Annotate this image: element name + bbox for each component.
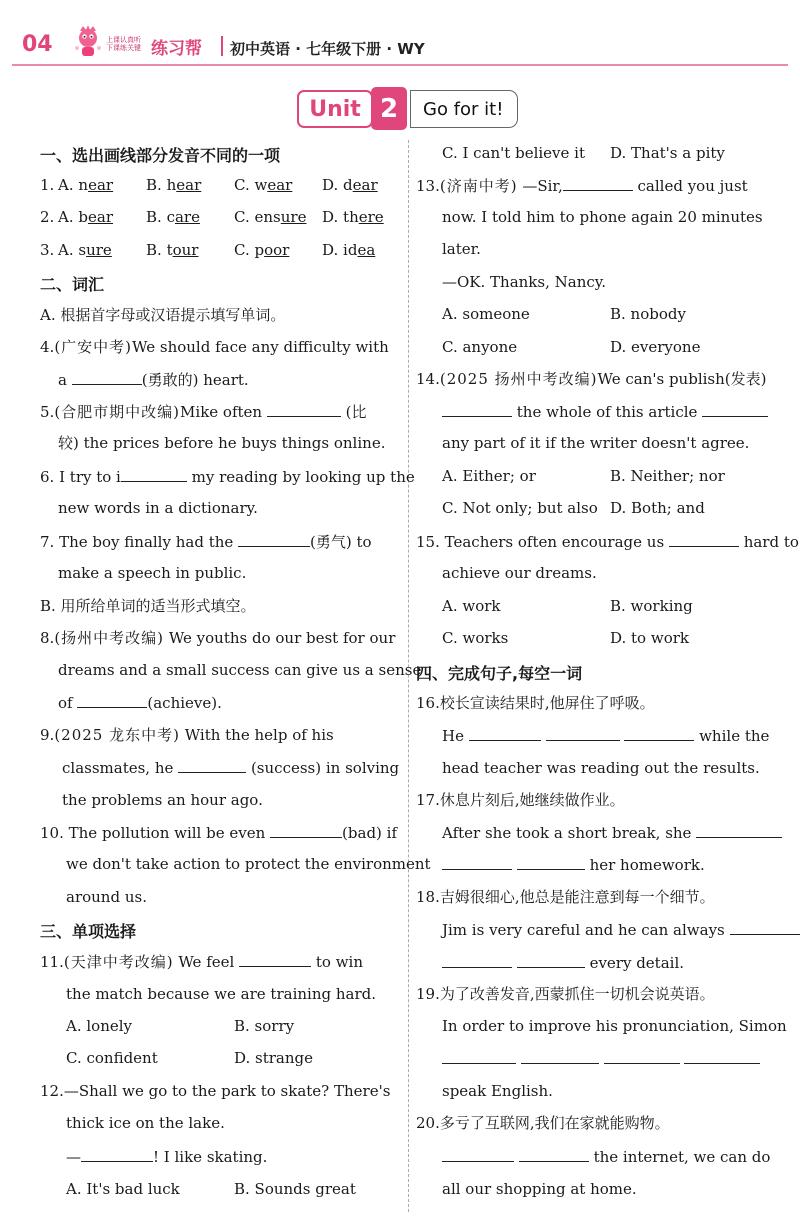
text-s3-q13-num: 13. bbox=[416, 177, 440, 195]
text-s1-q1-b-pre: h bbox=[166, 176, 177, 194]
header-rule bbox=[12, 64, 788, 66]
option-a[interactable]: A. Either; or bbox=[442, 467, 536, 485]
text-s3-q12-l2: thick ice on the lake. bbox=[66, 1114, 225, 1132]
text-s4-q20-l2: all our shopping at home. bbox=[442, 1180, 637, 1198]
text-run bbox=[416, 370, 766, 388]
text-s2-q9-l3: the problems an hour ago. bbox=[62, 791, 263, 809]
text-s4-q16-num: 16. bbox=[416, 694, 440, 712]
text-run bbox=[322, 241, 375, 259]
text-s4-q18-cn: 吉姆很细心,他总是能注意到每一个细节。 bbox=[439, 888, 715, 906]
text-run bbox=[442, 726, 769, 745]
text-s1-q2-d-pre: th bbox=[343, 208, 359, 226]
text-s4-q18-num: 18. bbox=[416, 888, 440, 906]
header-slogan bbox=[106, 36, 141, 52]
text-run bbox=[58, 208, 113, 226]
text-s2-q7-num: 7. bbox=[40, 533, 55, 551]
text-run bbox=[322, 208, 384, 226]
option-c[interactable]: C. I can't believe it bbox=[442, 144, 585, 162]
unit-label: Unit bbox=[297, 90, 373, 128]
option-c[interactable]: C. confident bbox=[66, 1049, 158, 1067]
brand-name: 练习帮 bbox=[151, 39, 202, 59]
text-s1-q3-b-letter: B. bbox=[146, 241, 162, 259]
text-s2-q8-src: (扬州中考改编) bbox=[54, 629, 165, 647]
text-s4-q17-cn: 休息片刻后,她继续做作业。 bbox=[439, 791, 625, 809]
text-s4-q16-l1a: He bbox=[442, 727, 464, 745]
text-s1-q2-c-letter: C. bbox=[234, 208, 250, 226]
text-s1-q3-c-pre: p bbox=[254, 241, 265, 259]
answer-blank[interactable] bbox=[77, 693, 147, 708]
answer-blank[interactable] bbox=[270, 823, 342, 838]
text-run bbox=[416, 888, 715, 906]
text-s4-q19-cn: 为了改善发音,西蒙抓住一切机会说英语。 bbox=[439, 985, 715, 1003]
answer-blank[interactable] bbox=[442, 953, 512, 968]
text-s2-q9-l2b: (success) in solving bbox=[250, 759, 400, 777]
text-s4-q20-l1b: the internet, we can do bbox=[593, 1148, 771, 1166]
text-run bbox=[416, 1114, 670, 1132]
option-b[interactable]: B. nobody bbox=[610, 305, 686, 323]
answer-blank[interactable] bbox=[519, 1147, 589, 1162]
text-s3-q15-l2: achieve our dreams. bbox=[442, 564, 597, 582]
text-run bbox=[58, 241, 112, 259]
text-s2-q8-l1: We youths do our best for our bbox=[168, 629, 396, 647]
text-s1-q2-c-pre: ens bbox=[254, 208, 281, 226]
text-s1-q3-c-letter: C. bbox=[234, 241, 250, 259]
text-s2-q4-src: (广安中考) bbox=[54, 338, 133, 356]
text-run bbox=[416, 532, 799, 551]
text-s2-q6-l1b: my reading by looking up the bbox=[191, 468, 415, 486]
page-header bbox=[0, 0, 800, 66]
answer-blank[interactable] bbox=[521, 1049, 599, 1064]
option-a[interactable]: A. lonely bbox=[66, 1017, 133, 1035]
section-heading-1: 一、选出画线部分发音不同的一项 bbox=[40, 146, 281, 165]
text-run bbox=[234, 176, 292, 194]
text-run bbox=[40, 952, 363, 971]
mascot-logo-icon bbox=[72, 24, 104, 58]
text-s2-q10-l1b: (bad) if bbox=[342, 824, 398, 842]
text-s1-q2-d-ul: ere bbox=[358, 208, 384, 226]
text-run bbox=[58, 693, 222, 712]
text-run bbox=[416, 176, 748, 195]
text-s3-q13-l1a: —Sir, bbox=[522, 177, 563, 195]
text-s3-q15-num: 15. bbox=[416, 533, 440, 551]
option-a[interactable]: A. work bbox=[442, 597, 501, 615]
answer-blank[interactable] bbox=[702, 402, 768, 417]
text-s1-q1-d-pre: d bbox=[343, 176, 353, 194]
answer-blank[interactable] bbox=[669, 532, 739, 547]
text-run bbox=[40, 823, 397, 842]
text-s2-q4-l1: We should face any difficulty with bbox=[132, 338, 389, 356]
text-run bbox=[234, 241, 289, 259]
text-s1-q2-a-pre: b bbox=[78, 208, 88, 226]
answer-blank[interactable] bbox=[730, 920, 800, 935]
text-s4-q19-l1: In order to improve his pronunciation, Simon bbox=[442, 1017, 787, 1035]
text-s2-q7-l1b: (勇气) to bbox=[310, 533, 372, 551]
text-s1-q3-b-ul: our bbox=[172, 241, 199, 259]
text-s1-q3-d-pre: id bbox=[343, 241, 358, 259]
text-s3-q11-l1b: to win bbox=[315, 953, 363, 971]
option-d[interactable]: D. That's a pity bbox=[610, 144, 725, 162]
text-s2-q7-l2: make a speech in public. bbox=[58, 564, 247, 582]
option-d[interactable]: D. to work bbox=[610, 629, 689, 647]
text-s4-q20-cn: 多亏了互联网,我们在家就能购物。 bbox=[439, 1114, 670, 1132]
text-s1-q1-a-ul: ear bbox=[88, 176, 114, 194]
text-s2-q10-l1a: The pollution will be even bbox=[68, 824, 266, 842]
answer-blank[interactable] bbox=[239, 952, 311, 967]
answer-blank[interactable] bbox=[442, 1049, 516, 1064]
option-c[interactable]: C. anyone bbox=[442, 338, 518, 356]
text-s2-q10-num: 10. bbox=[40, 824, 64, 842]
text-s3-q14-src: (2025 扬州中考改编) bbox=[439, 370, 598, 388]
text-s3-q15-l1b: hard to bbox=[743, 533, 799, 551]
text-s2-q8-l2: dreams and a small success can give us a sense bbox=[58, 661, 422, 679]
section-heading-2: 二、词汇 bbox=[40, 275, 105, 294]
answer-blank[interactable] bbox=[442, 855, 512, 870]
text-s3-q14-l3: any part of it if the writer doesn't agree. bbox=[442, 434, 750, 452]
text-s2-q5-num: 5. bbox=[40, 403, 55, 421]
text-run bbox=[40, 1082, 390, 1100]
text-s1-q3-d-ul: ea bbox=[357, 241, 376, 259]
text-run bbox=[58, 370, 249, 389]
text-s4-q18-l2b: every detail. bbox=[589, 954, 685, 972]
text-s2-q9-l1: With the help of his bbox=[184, 726, 334, 744]
text-s2-q9-src: (2025 龙东中考) bbox=[54, 726, 180, 744]
text-s3-q15-l1a: Teachers often encourage us bbox=[444, 533, 665, 551]
text-s3-q14-l2a: the whole of this article bbox=[516, 403, 698, 421]
text-s4-q16-l1b: while the bbox=[699, 727, 770, 745]
text-s1-q1-c-ul: ear bbox=[267, 176, 293, 194]
text-run bbox=[40, 726, 334, 744]
text-s2-q6-l2: new words in a dictionary. bbox=[58, 499, 258, 517]
text-s2-q8-l3b: (achieve). bbox=[147, 694, 222, 712]
text-s4-q19-num: 19. bbox=[416, 985, 440, 1003]
text-s1-q3-a-ul: ure bbox=[86, 241, 112, 259]
text-s1-q2-b-pre: c bbox=[166, 208, 175, 226]
text-s2-q4-hint: (勇敢的) bbox=[141, 371, 199, 389]
text-run bbox=[442, 823, 782, 842]
text-run bbox=[234, 208, 306, 226]
option-b[interactable]: B. sorry bbox=[234, 1017, 295, 1035]
text-run bbox=[66, 1147, 267, 1166]
option-d[interactable]: D. everyone bbox=[610, 338, 701, 356]
text-s3-q13-l3: later. bbox=[442, 240, 481, 258]
text-run bbox=[146, 208, 200, 226]
section-heading-4: 四、完成句子,每空一词 bbox=[416, 664, 583, 683]
text-header-slogan-1: 上课认真听 bbox=[106, 36, 141, 44]
answer-blank[interactable] bbox=[546, 726, 620, 741]
text-s2-q10-l2: we don't take action to protect the environment bbox=[66, 855, 431, 873]
section-heading-3: 三、单项选择 bbox=[40, 922, 137, 941]
text-s1-q2-d-letter: D. bbox=[322, 208, 339, 226]
option-a[interactable]: A. It's bad luck bbox=[66, 1180, 180, 1198]
text-s3-q12-l3b: ! I like skating. bbox=[153, 1148, 268, 1166]
text-s2-q9-num: 9. bbox=[40, 726, 55, 744]
text-s2-q8-num: 8. bbox=[40, 629, 55, 647]
page-number: 04 bbox=[22, 32, 53, 57]
text-s3-q13-src: (济南中考) bbox=[439, 177, 518, 195]
text-s4-q20-num: 20. bbox=[416, 1114, 440, 1132]
answer-blank[interactable] bbox=[267, 402, 341, 417]
text-run bbox=[416, 791, 625, 809]
answer-blank[interactable] bbox=[517, 855, 585, 870]
text-s3-q13-l2: now. I told him to phone again 20 minutes bbox=[442, 208, 763, 226]
answer-blank[interactable] bbox=[469, 726, 541, 741]
text-s2-q5-l1b: (比 bbox=[345, 403, 367, 421]
text-header-slogan-2: 下课练关键 bbox=[106, 44, 141, 52]
text-s4-q17-l2b: her homework. bbox=[589, 856, 705, 874]
text-s1-q1-b-letter: B. bbox=[146, 176, 162, 194]
text-s2-q5-src: (合肥市期中改编) bbox=[54, 403, 181, 421]
text-s3-q12-l1: —Shall we go to the park to skate? There's bbox=[63, 1082, 391, 1100]
option-c[interactable]: C. Not only; but also bbox=[442, 499, 598, 517]
text-s3-q11-num: 11. bbox=[40, 953, 64, 971]
text-s1-q3-a-pre: s bbox=[78, 241, 87, 259]
text-s2-q8-l3a: of bbox=[58, 694, 73, 712]
answer-blank[interactable] bbox=[517, 953, 585, 968]
text-s1-q1-d-letter: D. bbox=[322, 176, 339, 194]
text-s4-q19-l3: speak English. bbox=[442, 1082, 553, 1100]
header-divider bbox=[221, 36, 223, 56]
answer-blank[interactable] bbox=[238, 532, 310, 547]
unit-number: 2 bbox=[371, 87, 407, 130]
text-s2-q4-num: 4. bbox=[40, 338, 55, 356]
text-s2-q4-l2a: a bbox=[58, 371, 67, 389]
option-b[interactable]: B. working bbox=[610, 597, 693, 615]
text-s3-q14-l1: We can's publish(发表) bbox=[597, 370, 767, 388]
text-s1-q2-b-letter: B. bbox=[146, 208, 162, 226]
text-s3-q11-src: (天津中考改编) bbox=[63, 953, 174, 971]
text-s2-q9-l2a: classmates, he bbox=[62, 759, 174, 777]
option-d[interactable]: D. strange bbox=[234, 1049, 314, 1067]
answer-blank[interactable] bbox=[696, 823, 782, 838]
text-run bbox=[322, 176, 378, 194]
text-s3-q11-l2: the match because we are training hard. bbox=[66, 985, 376, 1003]
text-run bbox=[62, 758, 399, 777]
text-s1-q3-b-pre: t bbox=[166, 241, 173, 259]
text-s1-q3-a-letter: A. bbox=[58, 241, 74, 259]
text-run bbox=[442, 1147, 770, 1166]
answer-blank[interactable] bbox=[121, 467, 187, 482]
answer-blank[interactable] bbox=[442, 1147, 514, 1162]
text-run bbox=[442, 920, 800, 939]
answer-blank[interactable] bbox=[563, 176, 633, 191]
text-run bbox=[442, 855, 705, 874]
text-s4-q18-l1: Jim is very careful and he can always bbox=[442, 921, 725, 939]
text-run bbox=[40, 338, 389, 356]
option-b[interactable]: B. Sounds great bbox=[234, 1180, 356, 1198]
text-s1-q2-num: 2. bbox=[40, 208, 55, 226]
text-run bbox=[416, 694, 655, 712]
text-run bbox=[146, 241, 198, 259]
option-a[interactable]: A. someone bbox=[442, 305, 530, 323]
part-b-instruction: B. 用所给单词的适当形式填空。 bbox=[40, 597, 256, 615]
text-s1-q1-c-letter: C. bbox=[234, 176, 250, 194]
text-s1-q1-a-letter: A. bbox=[58, 176, 74, 194]
text-s2-q6-num: 6. bbox=[40, 468, 55, 486]
text-s2-q4-l2b: heart. bbox=[203, 371, 249, 389]
book-title: 初中英语 · 七年级下册 · WY bbox=[230, 40, 425, 58]
text-s3-q14-num: 14. bbox=[416, 370, 440, 388]
text-s4-q16-l2: head teacher was reading out the results. bbox=[442, 759, 760, 777]
text-s1-q2-b-ul: are bbox=[174, 208, 200, 226]
text-run bbox=[40, 467, 415, 486]
answer-blank[interactable] bbox=[178, 758, 246, 773]
text-s1-q1-c-pre: w bbox=[254, 176, 268, 194]
answer-blank[interactable] bbox=[684, 1049, 760, 1064]
text-s3-q12-l3a: — bbox=[66, 1148, 81, 1166]
text-s2-q5-l1a: Mike often bbox=[180, 403, 263, 421]
text-run bbox=[58, 176, 113, 194]
text-run bbox=[146, 176, 201, 194]
text-run bbox=[416, 985, 715, 1003]
text-s4-q16-cn: 校长宣读结果时,他屏住了呼吸。 bbox=[439, 694, 655, 712]
text-s1-q1-d-ul: ear bbox=[352, 176, 378, 194]
text-s1-q2-c-ul: ure bbox=[280, 208, 307, 226]
text-s1-q2-a-ul: ear bbox=[88, 208, 113, 226]
text-s2-q10-l3: around us. bbox=[66, 888, 147, 906]
answer-blank[interactable] bbox=[81, 1147, 153, 1162]
text-s3-q12-num: 12. bbox=[40, 1082, 64, 1100]
answer-blank[interactable] bbox=[604, 1049, 680, 1064]
text-run bbox=[442, 953, 684, 972]
text-s2-q5-l2: 较) the prices before he buys things online. bbox=[58, 434, 386, 452]
part-a-instruction: A. 根据首字母或汉语提示填写单词。 bbox=[40, 306, 286, 324]
answer-blank[interactable] bbox=[72, 370, 142, 385]
text-run bbox=[442, 402, 768, 421]
answer-blank[interactable] bbox=[442, 402, 512, 417]
text-s1-q1-b-ul: ear bbox=[176, 176, 202, 194]
text-s1-q3-d-letter: D. bbox=[322, 241, 339, 259]
text-s2-q7-l1a: The boy finally had the bbox=[59, 533, 234, 551]
text-run bbox=[442, 1049, 760, 1068]
text-s3-q11-l1a: We feel bbox=[178, 953, 235, 971]
option-c[interactable]: C. works bbox=[442, 629, 509, 647]
text-s2-q6-l1a: I try to i bbox=[59, 468, 121, 486]
option-d[interactable]: D. Both; and bbox=[610, 499, 705, 517]
text-run bbox=[40, 532, 372, 551]
text-s4-q17-num: 17. bbox=[416, 791, 440, 809]
text-run bbox=[40, 629, 395, 647]
text-s1-q1-a-pre: n bbox=[78, 176, 89, 194]
unit-title: Go for it! bbox=[410, 90, 518, 128]
text-s3-q13-l1b: called you just bbox=[637, 177, 748, 195]
text-s1-q3-num: 3. bbox=[40, 241, 55, 259]
option-b[interactable]: B. Neither; nor bbox=[610, 467, 725, 485]
text-s1-q2-a-letter: A. bbox=[58, 208, 74, 226]
text-s4-q17-l1: After she took a short break, she bbox=[442, 824, 692, 842]
text-run bbox=[40, 402, 367, 421]
answer-blank[interactable] bbox=[624, 726, 694, 741]
text-s1-q1-num: 1. bbox=[40, 176, 55, 194]
text-s1-q3-c-ul: oor bbox=[264, 241, 290, 259]
text-s3-q13-l4: —OK. Thanks, Nancy. bbox=[442, 273, 607, 291]
